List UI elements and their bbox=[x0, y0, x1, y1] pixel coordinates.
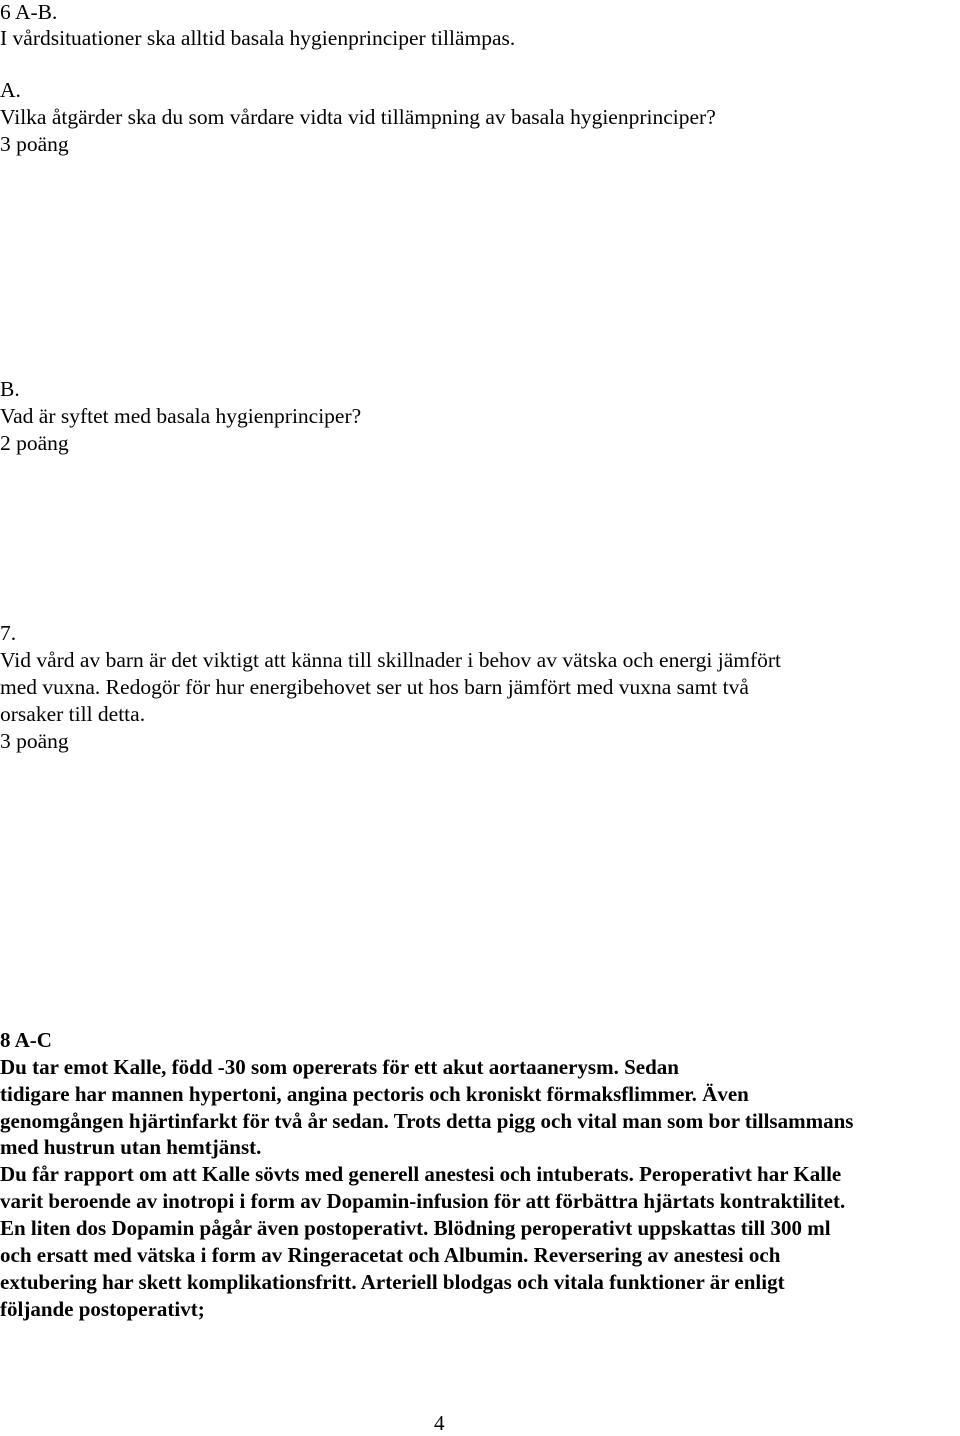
q6-a-label: A. bbox=[0, 78, 21, 102]
q8-text-line: extubering har skett komplikationsfritt. Arteriell blodgas och vitala funktioner är enligt bbox=[0, 1270, 785, 1294]
q6-intro: I vårdsituationer ska alltid basala hygienprinciper tillämpas. bbox=[0, 26, 516, 50]
q8-text-line: följande postoperativt; bbox=[0, 1297, 205, 1321]
q8-text-line: En liten dos Dopamin pågår även postoperativt. Blödning peroperativt uppskattas till 300 ml bbox=[0, 1216, 831, 1240]
q7-points: 3 poäng bbox=[0, 729, 69, 753]
q8-text-line: Du får rapport om att Kalle sövts med generell anestesi och intuberats. Peroperativt har Kalle bbox=[0, 1162, 842, 1186]
q6-b-label: B. bbox=[0, 377, 20, 401]
q8-text-line: varit beroende av inotropi i form av Dopamin-infusion för att förbättra hjärtats kontraktilitet. bbox=[0, 1189, 846, 1213]
q7-text-line: Vid vård av barn är det viktigt att känna till skillnader i behov av vätska och energi jämfört bbox=[0, 648, 782, 672]
q8-text-line: Du tar emot Kalle, född -30 som opererats för ett akut aortaanerysm. Sedan bbox=[0, 1055, 679, 1079]
page-number: 4 bbox=[434, 1411, 445, 1435]
q6-b-points: 2 poäng bbox=[0, 431, 69, 455]
q8-text-line: genomgången hjärtinfarkt för två år sedan. Trots detta pigg och vital man som bor tillsammans bbox=[0, 1109, 854, 1133]
q6-a-question: Vilka åtgärder ska du som vårdare vidta vid tillämpning av basala hygienprinciper? bbox=[0, 105, 716, 129]
q6-b-question: Vad är syftet med basala hygienprinciper? bbox=[0, 404, 362, 428]
q6-heading: 6 A-B. bbox=[0, 0, 58, 24]
q8-heading: 8 A-C bbox=[0, 1028, 52, 1052]
q7-text-line: orsaker till detta. bbox=[0, 702, 146, 726]
q7-text-line: med vuxna. Redogör för hur energibehovet ser ut hos barn jämfört med vuxna samt två bbox=[0, 675, 749, 699]
q8-text-line: med hustrun utan hemtjänst. bbox=[0, 1135, 262, 1159]
q7-heading: 7. bbox=[0, 621, 17, 645]
q6-a-points: 3 poäng bbox=[0, 132, 69, 156]
q8-text-line: och ersatt med vätska i form av Ringeracetat och Albumin. Reversering av anestesi och bbox=[0, 1243, 781, 1267]
q8-text-line: tidigare har mannen hypertoni, angina pectoris och kroniskt förmaksflimmer. Även bbox=[0, 1082, 749, 1106]
